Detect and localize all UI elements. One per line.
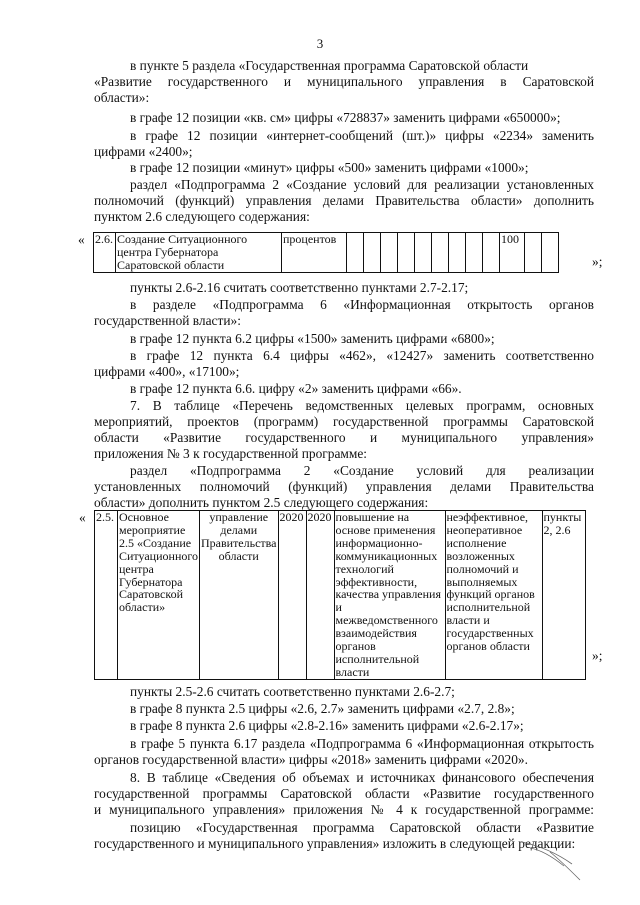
cell-empty [449, 233, 466, 273]
text-line: области» дополнить пунктом 2.5 следующего содержания: [94, 495, 429, 510]
cell-empty [347, 233, 364, 273]
text-line: полномочий (функций) управления делами Правительства области» дополнить [94, 193, 594, 208]
table-row [95, 511, 586, 680]
table-addition-2-6 [93, 232, 559, 273]
table-row [94, 233, 559, 273]
text-line: приложения № 3 к государственной программе: [94, 446, 368, 461]
cell-executor: управление делами Правительства области [199, 511, 278, 680]
text-line: раздел «Подпрограмма 2 «Создание условий для реализации [130, 463, 594, 478]
page-number: 3 [316, 36, 324, 51]
text-line: в графе 12 позиции «минут» цифры «500» заменить цифрами «1000»; [130, 160, 529, 175]
text-line: в графе 12 пункта 6.6. цифру «2» заменить цифрами «66». [130, 381, 462, 396]
cell-name: Создание Ситуационного центра Губернатора Саратовской области [116, 233, 282, 273]
text-line: органов государственной власти» цифры «2018» заменить цифрами «2020». [94, 752, 528, 767]
text-line: государственной власти»: [94, 313, 241, 328]
text-line: пункты 2.6-2.16 считать соответственно пунктами 2.7-2.17; [130, 280, 469, 295]
pen-mark-icon [520, 836, 590, 886]
cell-links: пункты 2, 2.6 [542, 511, 585, 680]
cell-empty [415, 233, 432, 273]
text-line: в пункте 5 раздела «Государственная программа Саратовской области [130, 58, 529, 73]
text-line: пунктом 2.6 следующего содержания: [94, 209, 310, 224]
text-line: в графе 12 позиции «интернет-сообщений (шт.)» цифры «2234» заменить [130, 128, 594, 143]
text-line: в графе 8 пункта 2.5 цифры «2.6, 2.7» заменить цифрами «2.7, 2.8»; [130, 701, 515, 716]
text-line: в графе 12 пункта 6.2 цифры «1500» заменить цифрами «6800»; [130, 331, 495, 346]
cell-num: 2.5. [95, 511, 118, 680]
cell-num: 2.6. [94, 233, 116, 273]
cell-empty [483, 233, 500, 273]
text-line: в графе 12 позиции «кв. см» цифры «728837» заменить цифрами «650000»; [130, 110, 561, 125]
cell-value: 100 [500, 233, 525, 273]
text-line: пункты 2.5-2.6 считать соответственно пунктами 2.6-2.7; [130, 684, 455, 699]
cell-result: повышение на основе применения информационно-коммуникационных технологий эффективности, качества управления и межведомственного взаимодействия органов исполнительной власти [334, 511, 445, 680]
text-line: государственного и муниципального управления» изложить в следующей редакции: [94, 836, 576, 851]
open-quote: « [78, 232, 85, 247]
close-quote: »; [592, 648, 603, 663]
cell-empty [398, 233, 415, 273]
cell-unit: процентов [282, 233, 347, 273]
cell-empty [525, 233, 542, 273]
text-line: в разделе «Подпрограмма 6 «Информационная открытость органов [130, 297, 594, 312]
open-quote: « [79, 510, 86, 525]
text-line: раздел «Подпрограмма 2 «Создание условий для реализации установленных [130, 177, 594, 192]
text-line: цифрами «2400»; [94, 144, 193, 159]
text-line: установленных полномочий (функций) управления делами Правительства [94, 479, 594, 494]
cell-name: Основное мероприятие 2.5 «Создание Ситуационного центра Губернатора Саратовской области» [118, 511, 200, 680]
text-line: в графе 12 пункта 6.4 цифры «462», «12427» заменить соответственно [130, 348, 594, 363]
text-line: и муниципального управления» приложения № 4 к государственной программе: [94, 802, 594, 817]
cell-empty [381, 233, 398, 273]
cell-empty [542, 233, 559, 273]
text-line: в графе 5 пункта 6.17 раздела «Подпрограмма 6 «Информационная открытость [130, 736, 594, 751]
cell-empty [432, 233, 449, 273]
cell-start-year: 2020 [278, 511, 306, 680]
table-addition-2-5 [94, 510, 586, 680]
text-line: области»: [94, 90, 150, 105]
cell-end-year: 2020 [306, 511, 334, 680]
text-line: позицию «Государственная программа Саратовской области «Развитие [130, 820, 594, 835]
text-line: цифрами «400», «17100»; [94, 364, 240, 379]
text-line: государственной программы Саратовской области «Развитие государственного [94, 786, 594, 801]
cell-empty [466, 233, 483, 273]
cell-empty [364, 233, 381, 273]
text-line: «Развитие государственного и муниципального управления в Саратовской [94, 74, 594, 89]
cell-consequences: неэффективное, неоперативное исполнение возложенных полномочий и выполняемых функций органов исполнительной власти и государственных органов области [445, 511, 542, 680]
text-line: области «Развитие государственного и муниципального управления» [94, 430, 594, 445]
text-line: в графе 8 пункта 2.6 цифры «2.8-2.16» заменить цифрами «2.6-2.17»; [130, 718, 524, 733]
text-line: мероприятий, проектов (программ) государственной программы Саратовской [94, 414, 594, 429]
close-quote: »; [592, 254, 603, 269]
text-line: 7. В таблице «Перечень ведомственных целевых программ, основных [130, 398, 594, 413]
text-line: 8. В таблице «Сведения об объемах и источниках финансового обеспечения [130, 770, 594, 785]
